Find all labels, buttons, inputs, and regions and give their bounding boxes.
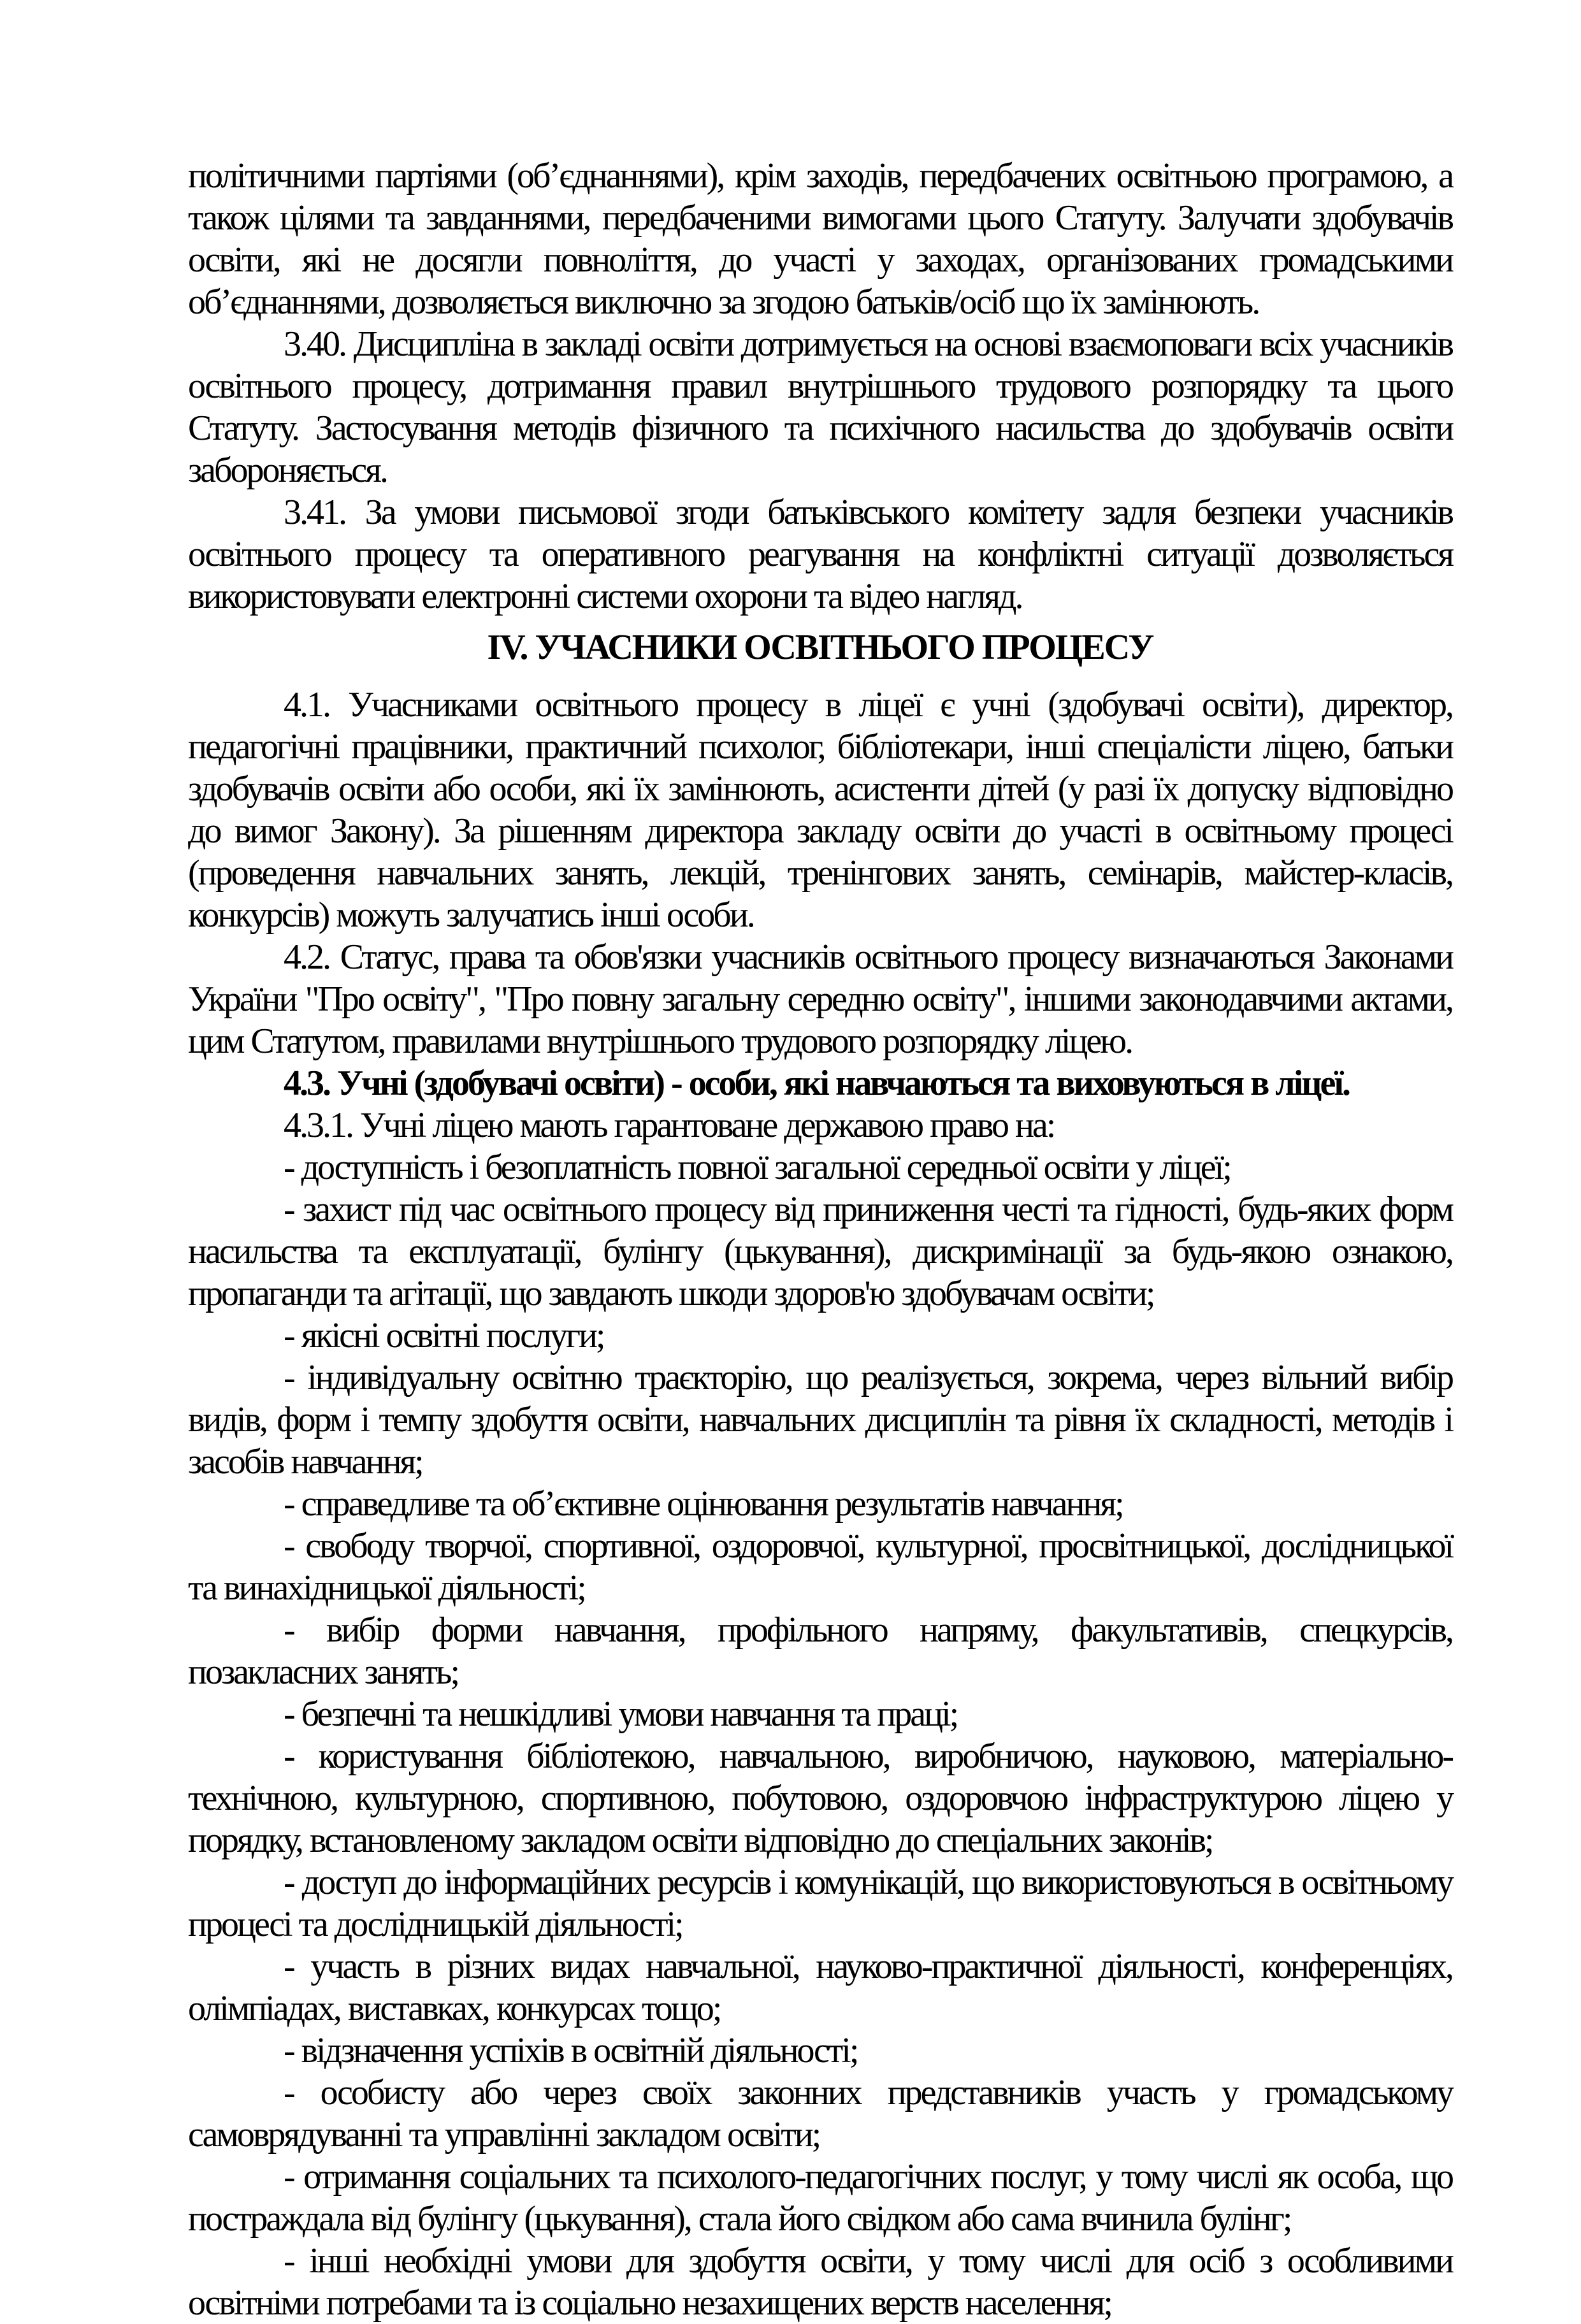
paragraph-3-41: 3.41. За умови письмової згоди батьківського комітету задля безпеки учасників освітнього процесу та оперативного реагування на конфліктні ситуації дозволяється використовувати електронні системи охорони та відео нагляд. bbox=[188, 493, 1452, 616]
list-item-right-10: - доступ до інформаційних ресурсів і комунікацій, що використовуються в освітньому процесі та дослідницькій діяльності; bbox=[188, 1863, 1452, 1944]
list-item-right-15: - інші необхідні умови для здобуття освіти, у тому числі для осіб з особливими освітніми потребами та із соціально незахищених верств населення; bbox=[188, 2241, 1452, 2323]
list-item-right-7: - вибір форми навчання, профільного напряму, факультативів, спецкурсів, позакласних занять; bbox=[188, 1610, 1452, 1692]
list-item-right-8: - безпечні та нешкідливі умови навчання та праці; bbox=[284, 1694, 958, 1734]
list-item-right-4: - індивідуальну освітню траєкторію, що реалізується, зокрема, через вільний вибір видів, форм і темпу здобуття освіти, навчальних дисциплін та рівня їх складності, методів і засобів навчання; bbox=[188, 1358, 1452, 1482]
paragraph-4-3: 4.3. Учні (здобувачі освіти) - особи, які навчаються та виховуються в ліцеї. bbox=[284, 1064, 1349, 1103]
list-item-right-2: - захист під час освітнього процесу від приниження честі та гідності, будь-яких форм насильства та експлуатації, булінгу (цькування), дискримінації за будь-якою ознакою, пропаганди та агітації, що завдають шкоди здоров'ю здобувачам освіти; bbox=[188, 1190, 1452, 1313]
section-heading: IV. УЧАСНИКИ ОСВІТНЬОГО ПРОЦЕСУ bbox=[487, 628, 1153, 667]
paragraph-continuation: політичними партіями (об’єднаннями), крім заходів, передбачених освітньою програмою, а також цілями та завданнями, передбаченими вимогами цього Статуту. Залучати здобувачів освіти, які не досягли повноліття, до участі у заходах, організованих громадськими об’єднаннями, дозволяється виключно за згодою батьків/осіб що їх замінюють. bbox=[188, 156, 1452, 322]
list-item-right-13: - особисту або через своїх законних представників участь у громадському самоврядуванні та управлінні закладом освіти; bbox=[188, 2073, 1452, 2154]
list-item-right-9: - користування бібліотекою, навчальною, виробничою, науковою, матеріально-технічною, культурною, спортивною, побутовою, оздоровчою інфраструктурою ліцею у порядку, встановленому закладом освіти відповідно до спеціальних законів; bbox=[188, 1736, 1452, 1860]
list-item-right-12: - відзначення успіхів в освітній діяльності; bbox=[284, 2031, 858, 2070]
list-item-right-6: - свободу творчої, спортивної, оздоровчої, культурної, просвітницької, дослідницької та винахідницької діяльності; bbox=[188, 1526, 1452, 1608]
paragraph-4-2: 4.2. Статус, права та обов'язки учасників освітнього процесу визначаються Законами України "Про освіту", "Про повну загальну середню освіту", іншими законодавчими актами, цим Статутом, правилами внутрішнього трудового розпорядку ліцею. bbox=[188, 937, 1452, 1061]
list-item-right-14: - отримання соціальних та психолого-педагогічних послуг, у тому числі як особа, що постраждала від булінгу (цькування), стала його свідком або сама вчинила булінг; bbox=[188, 2157, 1452, 2239]
list-item-right-11: - участь в різних видах навчальної, науково-практичної діяльності, конференціях, олімпіадах, виставках, конкурсах тощо; bbox=[188, 1947, 1452, 2028]
list-item-right-5: - справедливе та об’єктивне оцінювання результатів навчання; bbox=[284, 1484, 1123, 1524]
paragraph-3-40: 3.40. Дисципліна в закладі освіти дотримується на основі взаємоповаги всіх учасників освітнього процесу, дотримання правил внутрішнього трудового розпорядку та цього Статуту. Застосування методів фізичного та психічного насильства до здобувачів освіти забороняється. bbox=[188, 324, 1452, 490]
paragraph-4-1: 4.1. Учасниками освітнього процесу в ліцеї є учні (здобувачі освіти), директор, педагогічні працівники, практичний психолог, бібліотекари, інші спеціалісти ліцею, батьки здобувачів освіти або особи, які їх замінюють, асистенти дітей (у разі їх допуску відповідно до вимог Закону). За рішенням директора закладу освіти до участі в освітньому процесі (проведення навчальних занять, лекцій, тренінгових занять, семінарів, майстер-класів, конкурсів) можуть залучатись інші особи. bbox=[188, 685, 1452, 935]
list-item-right-3: - якісні освітні послуги; bbox=[284, 1316, 604, 1355]
paragraph-4-3-1: 4.3.1. Учні ліцею мають гарантоване державою право на: bbox=[284, 1106, 1055, 1145]
list-item-right-1: - доступність і безоплатність повної загальної середньої освіти у ліцеї; bbox=[284, 1148, 1231, 1187]
